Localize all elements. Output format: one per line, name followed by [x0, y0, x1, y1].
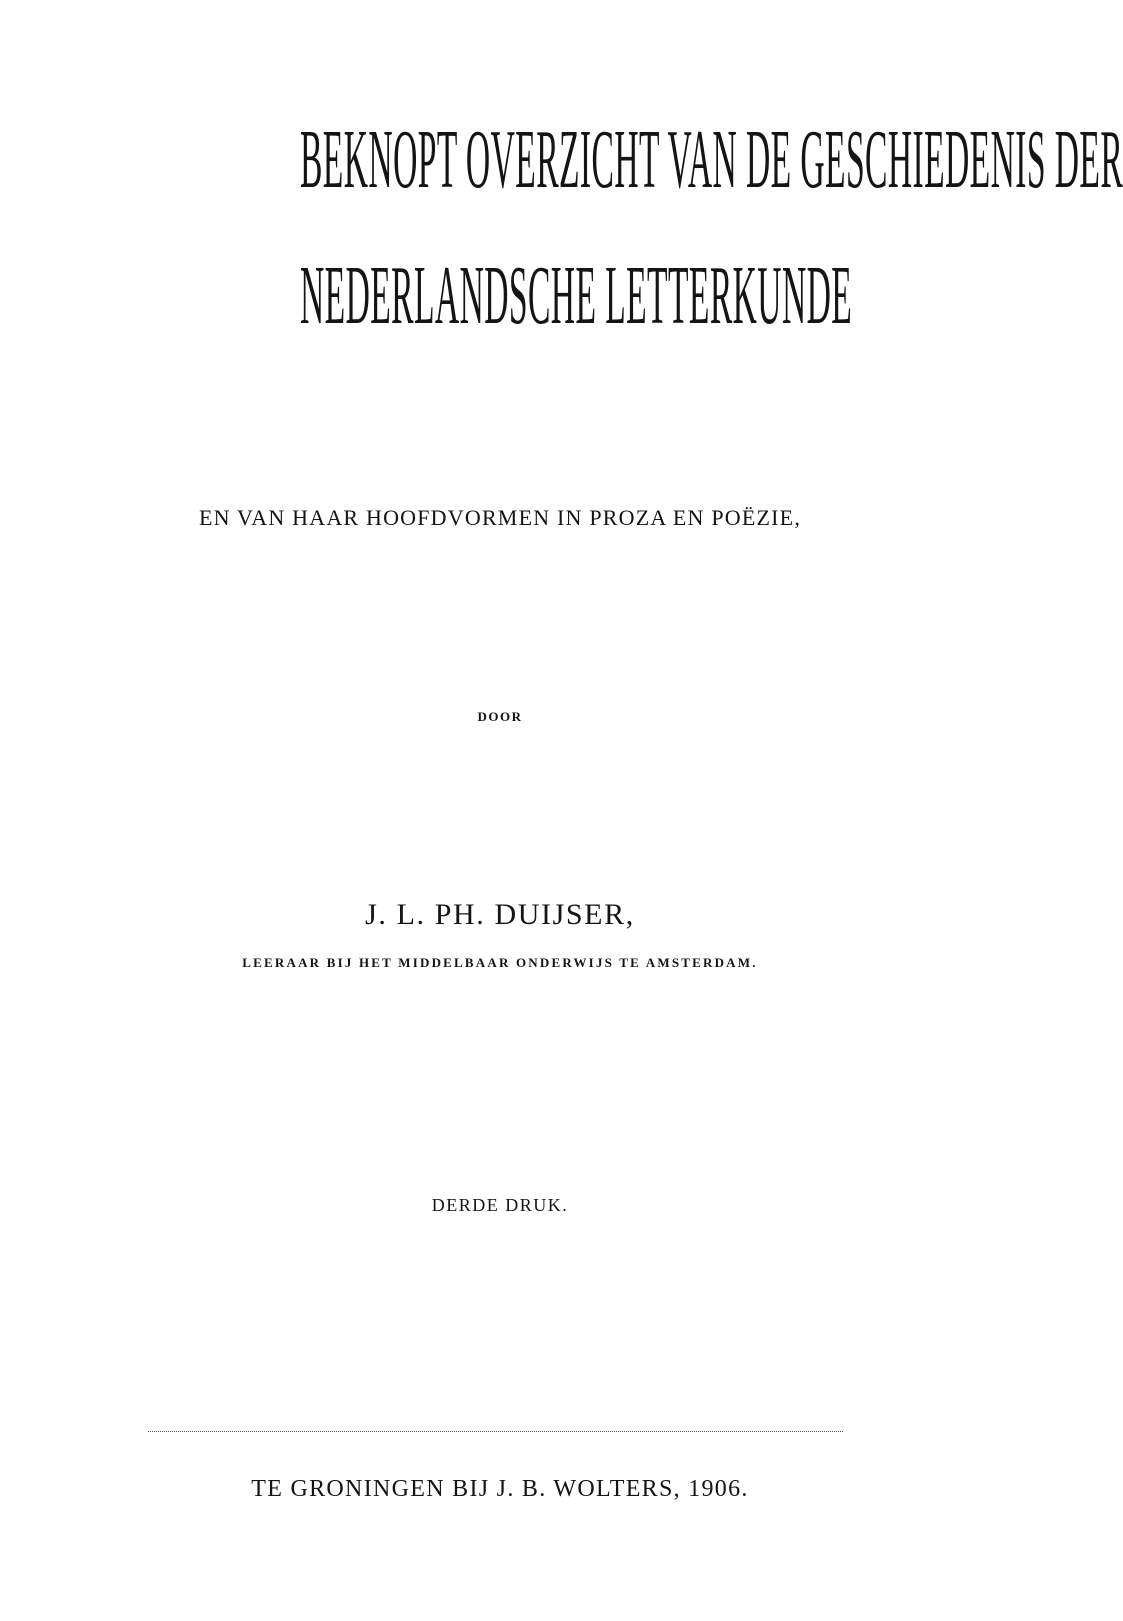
edition-label: DERDE DRUK. [431, 1195, 569, 1215]
dotted-divider [148, 1431, 843, 1432]
book-title-line-1: BEKNOPT OVERZICHT VAN DE GESCHIEDENIS DER [300, 113, 1123, 206]
book-subtitle: EN VAN HAAR HOOFDVORMEN IN PROZA EN POËZIE, [198, 505, 802, 530]
publisher-imprint: TE GRONINGEN BIJ J. B. WOLTERS, 1906. [251, 1476, 749, 1502]
author-role: LEERAAR BIJ HET MIDDELBAAR ONDERWIJS TE AMSTERDAM. [242, 955, 758, 970]
by-label: DOOR [477, 709, 523, 724]
book-title-line-2: NEDERLANDSCHE LETTERKUNDE [300, 249, 853, 342]
author-name: J. L. PH. DUIJSER, [365, 898, 635, 931]
